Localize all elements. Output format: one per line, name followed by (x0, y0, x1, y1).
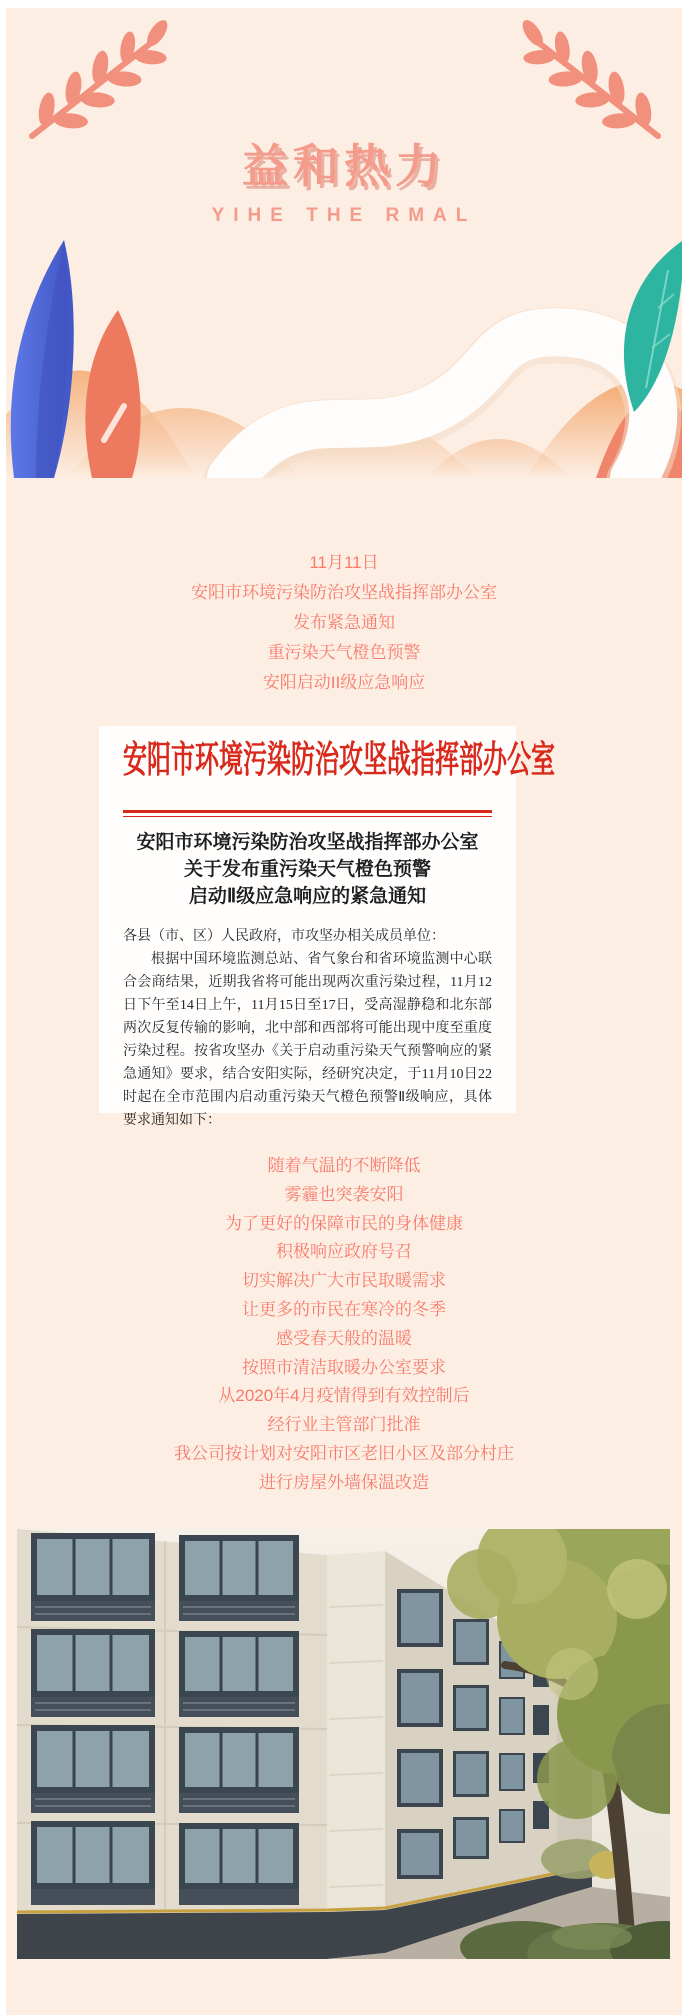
doc-title-line: 关于发布重污染天气橙色预警 (183, 859, 431, 880)
doc-double-rule (123, 810, 492, 817)
announcement-line: 按照市清洁取暖办公室要求 (242, 1357, 446, 1377)
doc-title-line: 安阳市环境污染防治攻坚战指挥部办公室 (136, 832, 479, 853)
announcement-line: 感受春天般的温暖 (276, 1328, 412, 1348)
banner-decorations (6, 8, 682, 478)
announcement-line: 从2020年4月疫情得到有效控制后 (218, 1386, 470, 1406)
intro-line: 安阳市环境污染防治攻坚战指挥部办公室 (191, 583, 497, 602)
announcement-line: 雾霾也突袭安阳 (284, 1184, 404, 1204)
announcement-line: 我公司按计划对安阳市区老旧小区及部分村庄 (174, 1443, 514, 1463)
announcement-line: 积极响应政府号召 (276, 1242, 412, 1262)
intro-lines-block (6, 548, 682, 698)
doc-salutation: 各县（市、区）人民政府，市攻坚办相关成员单位： (123, 929, 445, 944)
brand-banner (6, 8, 682, 478)
building-photo-illustration (17, 1529, 670, 1959)
announcement-line: 经行业主管部门批准 (267, 1415, 421, 1435)
announcement-line: 随着气温的不断降低 (267, 1156, 421, 1175)
intro-line: 重污染天气橙色预警 (267, 643, 421, 662)
coral-leaf (85, 310, 140, 478)
brand-title: 益和热力 (242, 140, 446, 192)
announcement-line: 让更多的市民在寒冷的冬季 (242, 1299, 446, 1319)
doc-letterhead: 安阳市环境污染防治攻坚战指挥部办公室 (123, 740, 555, 782)
intro-line: 11月11日 (309, 553, 379, 572)
notice-document (99, 726, 555, 1128)
announcement-lines-block (6, 1152, 682, 1498)
doc-body-text: 根据中国环境监测总站、省气象台和省环境监测中心联合会商结果，近期我省将可能出现两次重污染过程，11月12日下午至14日上午，11月15日至17日，受高湿静稳和北东部两次反复传输的影响，北中部和西部将可能出现中度至重度污染过程。按省攻坚办《关于启动重污染天气预警响应的紧急通知》要求，结合安阳实际，经研究决定，于11月10日22时起在全市范围内启动重污染天气橙色预警Ⅱ级响应，具体要求通知如下： (123, 952, 492, 1128)
announcement-line: 切实解决广大市民取暖需求 (242, 1271, 446, 1291)
announcement-line: 为了更好的保障市民的身体健康 (225, 1213, 463, 1233)
announcement-line: 进行房屋外墙保温改造 (259, 1472, 429, 1492)
brand-subtitle: YIHE THE RMAL (211, 205, 477, 226)
building-photo (17, 1529, 670, 1959)
intro-line: 发布紧急通知 (293, 613, 395, 632)
doc-title-line: 启动Ⅱ级应急响应的紧急通知 (188, 886, 427, 907)
intro-line: 安阳启动II级应急响应 (262, 673, 426, 692)
article-content (6, 8, 682, 2015)
